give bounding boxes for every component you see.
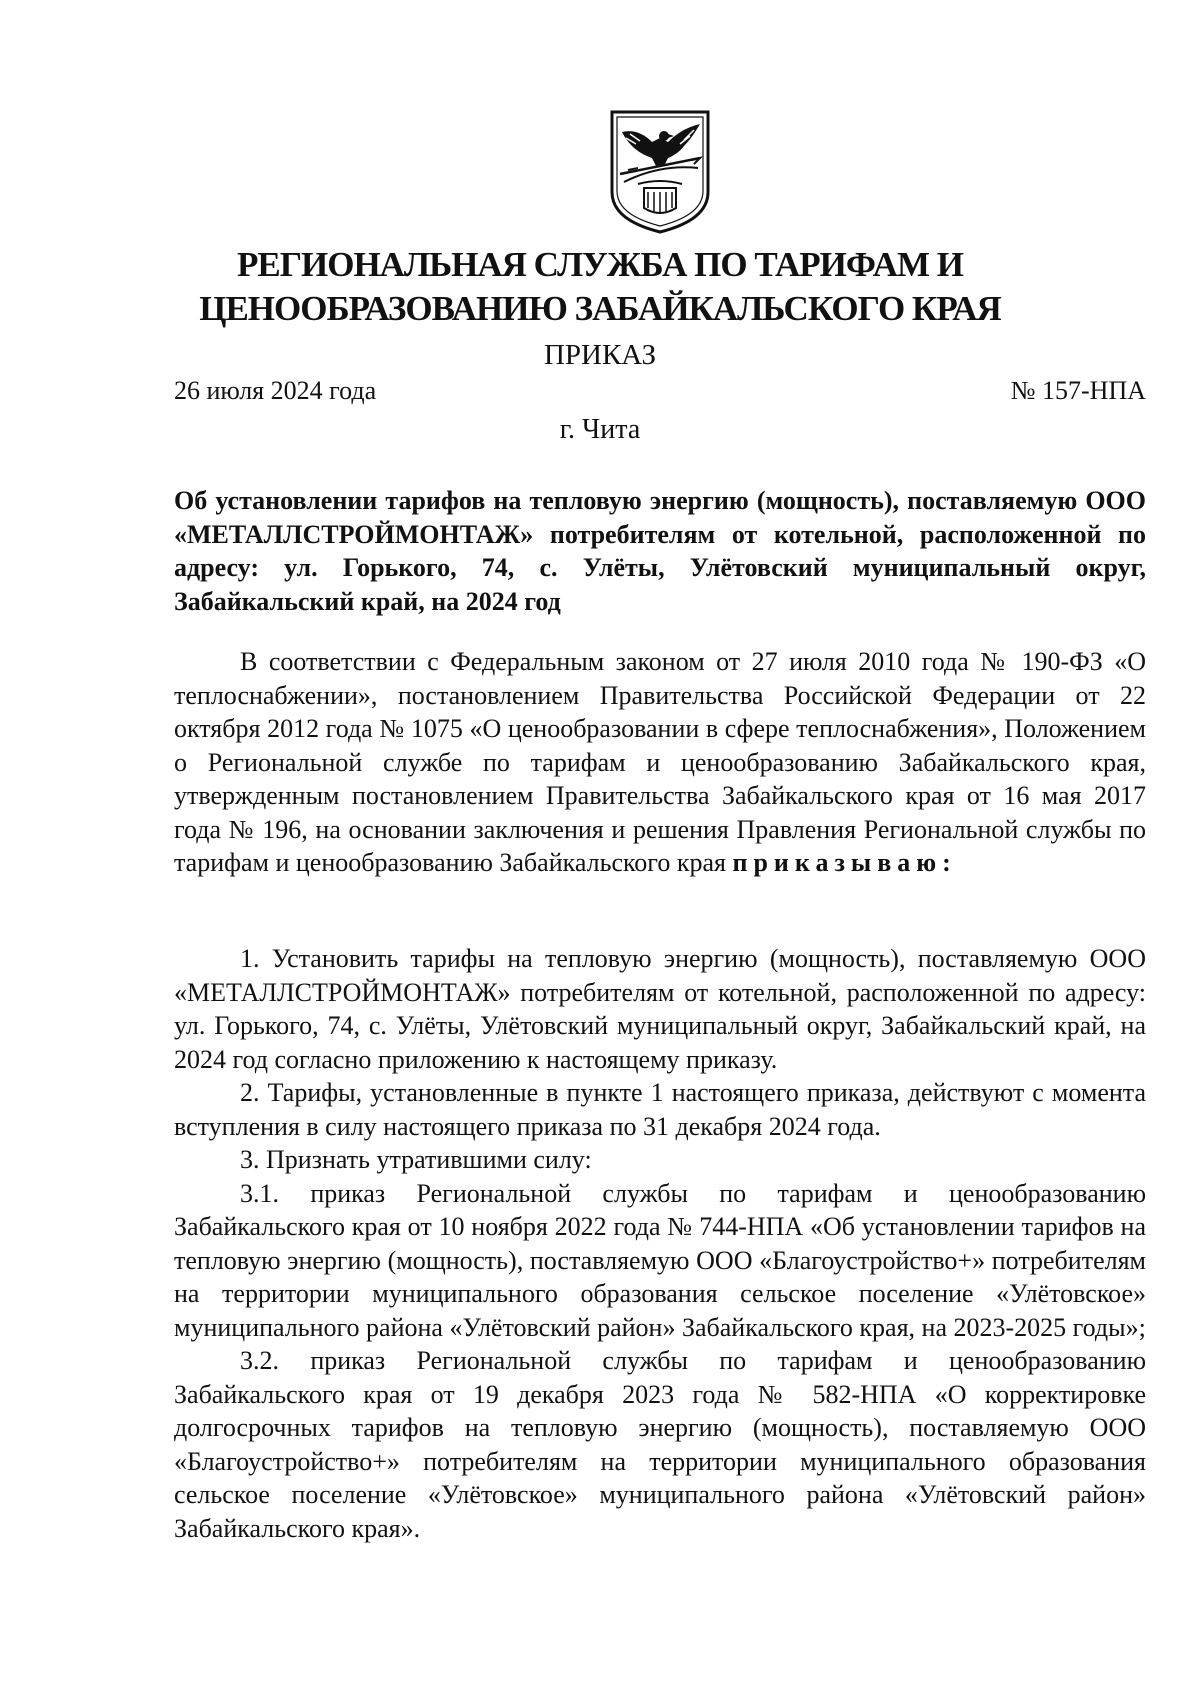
document-date: 26 июля 2024 года: [174, 376, 377, 405]
agency-name-line1: РЕГИОНАЛЬНАЯ СЛУЖБА ПО ТАРИФАМ И: [237, 245, 963, 284]
order-item-3: 3. Признать утратившими силу:: [240, 1145, 592, 1174]
document-city: г. Чита: [559, 414, 641, 445]
order-items: [174, 942, 1146, 1545]
preamble: [174, 645, 1146, 880]
agency-name-line2: ЦЕНООБРАЗОВАНИЮ ЗАБАЙКАЛЬСКОГО КРАЯ: [199, 289, 1001, 328]
order-item-1: 1. Установить тарифы на тепловую энергию (мощность), поставляемую ООО «МЕТАЛЛСТРОЙМОНТАЖ» потребителям от котельной, расположенной по адресу: ул. Горького, 74, с. Улёты, Улётовский муниципальный округ, Забайкальский край, на 2024 год согласно приложению к настоящему приказу.: [174, 944, 1146, 1074]
document-number: № 157-НПА: [1010, 376, 1146, 405]
document-subject: Об установлении тарифов на тепловую энергию (мощность), поставляемую ООО «МЕТАЛЛСТРОЙМОНТАЖ» потребителям от котельной, расположенной по адресу: ул. Горького, 74, с. Улёты, Улётовский муниципальный округ, Забайкальский край, на 2024 год: [174, 486, 1146, 616]
preamble-keyword: приказываю:: [732, 848, 957, 877]
preamble-text: В соответствии с Федеральным законом от 27 июля 2010 года № 190-ФЗ «О теплоснабжении», постановлением Правительства Российской Федерации от 22 октября 2012 года № 1075 «О ценообразовании в сфере теплоснабжения», Положением о Региональной службе по тарифам и ценообразованию Забайкальского края, утвержденным постановлением Правительства Забайкальского края от 16 мая 2017 года № 196, на основании заключения и решения Правления Региональной службы по тарифам и ценообразованию Забайкальского края: [174, 647, 1146, 877]
coat-of-arms-icon: [608, 108, 712, 236]
agency-name: [150, 243, 1050, 331]
document-type: ПРИКАЗ: [543, 339, 657, 371]
order-item-3-2: 3.2. приказ Региональной службы по тарифам и ценообразованию Забайкальского края от 19 декабря 2023 года № 582-НПА «О корректировке долгосрочных тарифов на тепловую энергию (мощность), поставляемую ООО «Благоустройство+» потребителям на территории муниципального образования сельское поселение «Улётовское» муниципального района «Улётовский район» Забайкальского края».: [174, 1346, 1146, 1543]
order-item-2: 2. Тарифы, установленные в пункте 1 настоящего приказа, действуют с момента вступления в силу настоящего приказа по 31 декабря 2024 года.: [174, 1078, 1146, 1141]
order-item-3-1: 3.1. приказ Региональной службы по тарифам и ценообразованию Забайкальского края от 10 ноября 2022 года № 744-НПА «Об установлении тарифов на тепловую энергию (мощность), поставляемую ООО «Благоустройство+» потребителям на территории муниципального образования сельское поселение «Улётовское» муниципального района «Улётовский район» Забайкальского края, на 2023-2025 годы»;: [174, 1178, 1146, 1342]
